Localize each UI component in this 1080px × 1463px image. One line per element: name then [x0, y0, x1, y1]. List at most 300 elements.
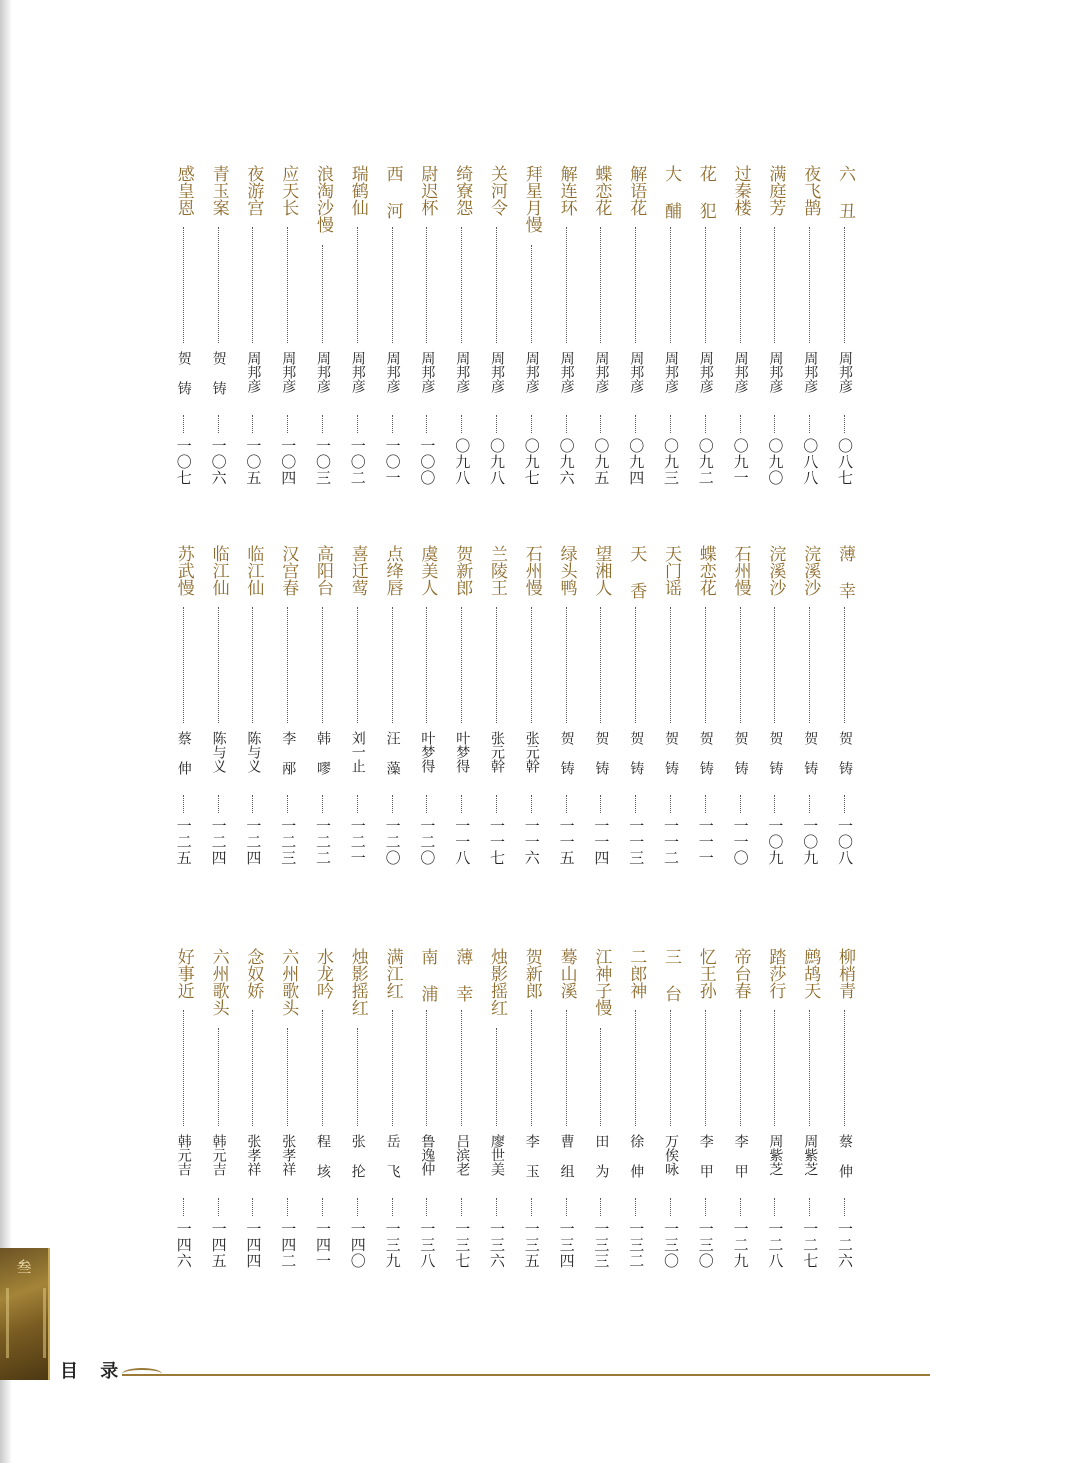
entry-author: 韩元吉 [210, 1134, 227, 1176]
entry-author: 贺 铸 [628, 731, 645, 775]
entry-page-number: 一二九 [731, 1221, 750, 1269]
entry-author: 周邦彦 [697, 351, 714, 393]
entry-author: 李 甲 [732, 1134, 749, 1178]
entry-author: 周邦彦 [663, 351, 679, 393]
entry-title: 天门谣 [661, 545, 681, 596]
toc-entry[interactable] [517, 948, 547, 1288]
entry-title: 六州歌头 [208, 948, 229, 1016]
dot-leader [252, 227, 253, 343]
page-edge-shadow [0, 0, 12, 1463]
entry-title: 石州慢 [730, 545, 751, 596]
entry-page-number: 一〇七 [174, 438, 193, 486]
entry-author: 周邦彦 [802, 351, 819, 393]
toc-entry[interactable] [760, 948, 790, 1288]
toc-entry[interactable] [378, 545, 408, 885]
entry-page-number: 一三五 [522, 1221, 541, 1269]
entry-title: 临江仙 [208, 545, 229, 596]
entry-author: 贺 铸 [767, 731, 784, 775]
dot-leader [670, 1010, 671, 1126]
toc-entry[interactable] [552, 545, 582, 885]
entry-title: 鹧鸪天 [800, 948, 821, 999]
toc-entry[interactable] [552, 948, 582, 1288]
toc-entry[interactable] [795, 165, 825, 505]
dot-leader-short [322, 415, 323, 433]
entry-page-number: 一二八 [766, 1221, 785, 1269]
entry-page-number: 一一八 [453, 818, 472, 866]
entry-page-number: 一一〇 [731, 818, 750, 866]
entry-author: 韩 嘐 [315, 731, 331, 775]
toc-entry[interactable] [726, 948, 756, 1288]
dot-leader-short [392, 415, 393, 433]
entry-page-number: 一一四 [592, 818, 611, 866]
toc-entry[interactable] [726, 165, 756, 505]
entry-title: 薄 幸 [835, 545, 855, 599]
dot-leader-short [566, 795, 567, 813]
entry-title: 夜飞鹊 [800, 165, 821, 216]
dot-leader-short [740, 415, 741, 433]
dot-leader [844, 1010, 845, 1126]
entry-author: 周邦彦 [837, 351, 853, 393]
toc-entry[interactable] [586, 948, 616, 1288]
entry-page-number: 〇九五 [592, 438, 611, 486]
dot-leader-short [670, 1198, 671, 1216]
entry-page-number: 一三〇 [662, 1221, 680, 1269]
entry-title: 关河令 [487, 165, 507, 216]
dot-leader-short [531, 795, 532, 813]
entry-title: 烛影摇红 [487, 948, 507, 1016]
entry-author: 曹 组 [558, 1134, 575, 1178]
dot-leader-short [809, 795, 810, 813]
dot-leader [322, 607, 323, 723]
entry-author: 岳 飞 [384, 1134, 401, 1178]
dot-leader-short [740, 795, 741, 813]
dot-leader [287, 607, 288, 723]
entry-title: 柳梢青 [835, 948, 855, 999]
entry-title: 蝶恋花 [695, 545, 716, 596]
dot-leader-short [461, 415, 462, 433]
entry-author: 周邦彦 [315, 351, 331, 393]
entry-title: 浣溪沙 [765, 545, 786, 596]
entry-author: 李 邴 [280, 731, 297, 775]
entry-page-number: 一〇六 [209, 438, 228, 486]
entry-author: 李 甲 [697, 1134, 714, 1178]
dot-leader [252, 1010, 253, 1126]
toc-entry[interactable] [343, 165, 373, 505]
entry-title: 水龙吟 [313, 948, 333, 999]
entry-page-number: 一〇九 [801, 818, 820, 866]
entry-author: 周邦彦 [280, 351, 297, 393]
entry-author: 周邦彦 [767, 351, 784, 393]
toc-entry[interactable] [726, 545, 756, 885]
toc-entry[interactable] [621, 545, 651, 885]
dot-leader [705, 1010, 706, 1126]
toc-entry[interactable] [795, 948, 825, 1288]
entry-page-number: 一三八 [418, 1221, 437, 1269]
entry-page-number: 一四五 [209, 1221, 228, 1269]
entry-author: 李 玉 [523, 1134, 540, 1178]
entry-title: 花 犯 [695, 165, 716, 219]
entry-title: 蝶恋花 [591, 165, 612, 216]
entry-page-number: 〇九二 [696, 438, 715, 486]
entry-page-number: 一二二 [314, 818, 332, 866]
dot-leader-short [183, 415, 184, 433]
dot-leader-short [670, 795, 671, 813]
toc-entry[interactable] [447, 948, 477, 1288]
toc-entry[interactable] [656, 545, 686, 885]
toc-entry[interactable] [273, 948, 303, 1288]
dot-leader [600, 1028, 601, 1126]
toc-entry[interactable] [830, 545, 860, 885]
dot-leader-short [287, 795, 288, 813]
dot-leader [183, 607, 184, 723]
toc-entry[interactable] [378, 948, 408, 1288]
dot-leader-short [844, 795, 845, 813]
toc-entry[interactable] [482, 948, 512, 1288]
entry-title: 拜星月慢 [521, 165, 542, 233]
dot-leader-short [183, 1198, 184, 1216]
entry-author: 周邦彦 [349, 351, 366, 393]
entry-page-number: 〇九三 [662, 438, 680, 486]
dot-leader-short [705, 415, 706, 433]
entry-page-number: 一二〇 [383, 818, 402, 866]
dot-leader-short [392, 795, 393, 813]
entry-page-number: 一二一 [348, 818, 367, 866]
entry-author: 贺 铸 [210, 351, 227, 395]
entry-title: 满江红 [382, 948, 403, 999]
entry-author: 周邦彦 [489, 351, 505, 393]
entry-title: 江神子慢 [591, 948, 612, 1016]
dot-leader-short [635, 1198, 636, 1216]
dot-leader-short [287, 1198, 288, 1216]
toc-entry[interactable] [447, 165, 477, 505]
ornament-pattern [6, 1288, 46, 1358]
entry-title: 夜游宫 [243, 165, 264, 216]
toc-entry[interactable] [238, 165, 268, 505]
toc-entry[interactable] [308, 948, 338, 1288]
dot-leader-short [426, 415, 427, 433]
entry-title: 汉宫春 [278, 545, 299, 596]
entry-title: 绮寮怨 [452, 165, 473, 216]
entry-page-number: 〇九六 [557, 438, 576, 486]
dot-leader [322, 1010, 323, 1126]
toc-entry[interactable] [447, 545, 477, 885]
toc-entry[interactable] [621, 948, 651, 1288]
entry-author: 廖世美 [489, 1134, 505, 1176]
entry-title: 二郎神 [626, 948, 647, 999]
entry-title: 青玉案 [208, 165, 229, 216]
entry-author: 周邦彦 [558, 351, 575, 393]
entry-title: 三 台 [661, 948, 681, 1002]
dot-leader-short [218, 415, 219, 433]
entry-title: 六 丑 [835, 165, 855, 219]
toc-entry[interactable] [517, 545, 547, 885]
dot-leader [566, 1010, 567, 1126]
toc-entry[interactable] [760, 165, 790, 505]
entry-title: 蓦山溪 [556, 948, 577, 999]
entry-page-number: 一〇二 [348, 438, 367, 486]
dot-leader-short [600, 415, 601, 433]
entry-page-number: 一四一 [314, 1221, 332, 1269]
entry-author: 田 为 [593, 1134, 610, 1178]
dot-leader-short [322, 795, 323, 813]
entry-page-number: 一〇〇 [418, 438, 437, 486]
dot-leader [357, 227, 358, 343]
dot-leader-short [774, 415, 775, 433]
toc-entry[interactable] [343, 545, 373, 885]
dot-leader-short [531, 415, 532, 433]
dot-leader [809, 607, 810, 723]
entry-title: 感皇恩 [173, 165, 194, 216]
dot-leader-short [322, 1198, 323, 1216]
toc-entry[interactable] [273, 165, 303, 505]
dot-leader [740, 607, 741, 723]
dot-leader [531, 245, 532, 343]
entry-title: 喜迁莺 [347, 545, 368, 596]
dot-leader [809, 1010, 810, 1126]
toc-entry[interactable] [830, 948, 860, 1288]
entry-author: 汪 藻 [384, 731, 401, 775]
dot-leader-short [183, 795, 184, 813]
dot-leader [287, 1028, 288, 1126]
toc-entry[interactable] [273, 545, 303, 885]
entry-title: 过秦楼 [730, 165, 751, 216]
entry-page-number: 一二四 [244, 818, 263, 866]
entry-page-number: 一四二 [279, 1221, 298, 1269]
dot-leader [774, 227, 775, 343]
footer-section-label: 目 录 [60, 1361, 127, 1382]
dot-leader-short [461, 795, 462, 813]
entry-page-number: 一二四 [209, 818, 228, 866]
toc-entry[interactable] [412, 545, 442, 885]
toc-entry[interactable] [308, 165, 338, 505]
entry-author: 叶梦得 [419, 731, 436, 773]
toc-entry[interactable] [760, 545, 790, 885]
entry-title: 满庭芳 [765, 165, 786, 216]
dot-leader [357, 607, 358, 723]
toc-entry[interactable] [308, 545, 338, 885]
entry-author: 周邦彦 [523, 351, 540, 393]
entry-page-number: 一二五 [174, 818, 193, 866]
toc-entry[interactable] [412, 948, 442, 1288]
toc-entry[interactable] [621, 165, 651, 505]
dot-leader [705, 607, 706, 723]
dot-leader [809, 227, 810, 343]
entry-title: 大 酺 [661, 165, 681, 219]
dot-leader [496, 227, 497, 343]
toc-entry[interactable] [169, 545, 199, 885]
entry-page-number: 一一六 [522, 818, 541, 866]
entry-page-number: 一〇一 [383, 438, 402, 486]
entry-page-number: 〇九八 [488, 438, 506, 486]
entry-title: 贺新郎 [452, 545, 473, 596]
dot-leader-short [392, 1198, 393, 1216]
entry-page-number: 〇八七 [836, 438, 854, 486]
dot-leader [670, 227, 671, 343]
dot-leader-short [635, 415, 636, 433]
toc-entry[interactable] [169, 948, 199, 1288]
toc-entry[interactable] [586, 165, 616, 505]
entry-author: 陈与义 [245, 731, 262, 773]
dot-leader [635, 1010, 636, 1126]
toc-entry[interactable] [517, 165, 547, 505]
entry-title: 望湘人 [591, 545, 612, 596]
entry-author: 贺 铸 [593, 731, 610, 775]
entry-title: 点绛唇 [382, 545, 403, 596]
entry-page-number: 一一七 [488, 818, 506, 866]
dot-leader-short [252, 415, 253, 433]
dot-leader-short [809, 415, 810, 433]
entry-author: 陈与义 [210, 731, 227, 773]
entry-author: 贺 铸 [663, 731, 679, 775]
entry-page-number: 一四四 [244, 1221, 263, 1269]
dot-leader [392, 607, 393, 723]
toc-entry[interactable] [656, 948, 686, 1288]
entry-page-number: 一一五 [557, 818, 576, 866]
toc-entry[interactable] [412, 165, 442, 505]
entry-title: 瑞鹤仙 [347, 165, 368, 216]
toc-entry[interactable] [691, 948, 721, 1288]
entry-page-number: 一一二 [662, 818, 680, 866]
entry-author: 周紫芝 [767, 1134, 784, 1176]
dot-leader [461, 1010, 462, 1126]
entry-author: 万俟咏 [663, 1134, 679, 1176]
entry-page-number: 〇九一 [731, 438, 750, 486]
dot-leader-short [740, 1198, 741, 1216]
dot-leader-short [600, 1198, 601, 1216]
entry-page-number: 一三三 [592, 1221, 611, 1269]
dot-leader [740, 227, 741, 343]
dot-leader-short [357, 415, 358, 433]
entry-author: 张孝祥 [280, 1134, 297, 1176]
entry-author: 贺 铸 [175, 351, 192, 395]
dot-leader-short [705, 795, 706, 813]
toc-entry[interactable] [691, 545, 721, 885]
dot-leader-short [774, 795, 775, 813]
entry-page-number: 〇八八 [801, 438, 820, 486]
dot-leader-short [426, 1198, 427, 1216]
toc-entry[interactable] [656, 165, 686, 505]
entry-title: 南 浦 [417, 948, 438, 1002]
dot-leader [531, 607, 532, 723]
dot-leader-short [809, 1198, 810, 1216]
dot-leader [426, 607, 427, 723]
dot-leader-short [705, 1198, 706, 1216]
entry-page-number: 一二〇 [418, 818, 437, 866]
entry-title: 尉迟杯 [417, 165, 438, 216]
toc-entry[interactable] [552, 165, 582, 505]
toc-entry[interactable] [238, 948, 268, 1288]
entry-author: 张元幹 [489, 731, 505, 773]
entry-author: 周邦彦 [384, 351, 401, 393]
dot-leader [740, 1010, 741, 1126]
entry-title: 浪淘沙慢 [313, 165, 333, 233]
entry-author: 徐 伸 [628, 1134, 645, 1178]
dot-leader [392, 1010, 393, 1126]
toc-entry[interactable] [238, 545, 268, 885]
dot-leader-short [774, 1198, 775, 1216]
toc-entry[interactable] [830, 165, 860, 505]
entry-title: 苏武慢 [173, 545, 194, 596]
entry-page-number: 一四〇 [348, 1221, 367, 1269]
toc-entry[interactable] [378, 165, 408, 505]
toc-entry[interactable] [204, 165, 234, 505]
entry-title: 虞美人 [417, 545, 438, 596]
dot-leader-short [844, 1198, 845, 1216]
dot-leader [218, 227, 219, 343]
dot-leader [461, 607, 462, 723]
entry-page-number: 一一一 [696, 818, 715, 866]
entry-author: 周邦彦 [593, 351, 610, 393]
toc-entry[interactable] [795, 545, 825, 885]
dot-leader [357, 1028, 358, 1126]
dot-leader-short [218, 795, 219, 813]
entry-page-number: 一三〇 [696, 1221, 715, 1269]
dot-leader-short [844, 415, 845, 433]
entry-author: 张元幹 [523, 731, 540, 773]
entry-author: 周邦彦 [419, 351, 436, 393]
entry-page-number: 一四六 [174, 1221, 193, 1269]
dot-leader [774, 1010, 775, 1126]
entry-author: 韩元吉 [175, 1134, 192, 1176]
dot-leader [600, 227, 601, 343]
entry-title: 贺新郎 [521, 948, 542, 999]
toc-entry[interactable] [204, 545, 234, 885]
entry-author: 贺 铸 [732, 731, 749, 775]
entry-author: 张 抡 [349, 1134, 366, 1178]
dot-leader [844, 227, 845, 343]
entry-page-number: 〇九八 [453, 438, 472, 486]
dot-leader [531, 1010, 532, 1126]
entry-page-number: 一三七 [453, 1221, 472, 1269]
entry-page-number: 一二三 [279, 818, 298, 866]
entry-author: 鲁逸仲 [419, 1134, 436, 1176]
toc-entry[interactable] [482, 545, 512, 885]
toc-entry[interactable] [586, 545, 616, 885]
entry-page-number: 一〇八 [836, 818, 854, 866]
entry-author: 刘一止 [349, 731, 366, 773]
toc-entry[interactable] [343, 948, 373, 1288]
entry-page-number: 一三二 [627, 1221, 646, 1269]
dot-leader [218, 607, 219, 723]
dot-leader [566, 607, 567, 723]
entry-page-number: 一三九 [383, 1221, 402, 1269]
dot-leader-short [357, 1198, 358, 1216]
entry-title: 解语花 [626, 165, 647, 216]
dot-leader [218, 1028, 219, 1126]
entry-page-number: 一〇五 [244, 438, 263, 486]
dot-leader-short [496, 415, 497, 433]
dot-leader-short [496, 795, 497, 813]
entry-title: 石州慢 [521, 545, 542, 596]
entry-page-number: 一三四 [557, 1221, 576, 1269]
dot-leader-short [531, 1198, 532, 1216]
dot-leader [635, 227, 636, 343]
entry-title: 念奴娇 [243, 948, 264, 999]
entry-author: 贺 铸 [697, 731, 714, 775]
footer-page-number: 叁 [16, 1258, 32, 1276]
toc-entry[interactable] [169, 165, 199, 505]
toc-entry[interactable] [204, 948, 234, 1288]
dot-leader [252, 607, 253, 723]
entry-title: 薄 幸 [452, 948, 473, 1002]
entry-author: 程 垓 [315, 1134, 331, 1178]
entry-author: 蔡 伸 [837, 1134, 853, 1178]
toc-entry[interactable] [482, 165, 512, 505]
toc-entry[interactable] [691, 165, 721, 505]
dot-leader-short [426, 795, 427, 813]
entry-title: 烛影摇红 [347, 948, 368, 1016]
dot-leader [426, 1010, 427, 1126]
